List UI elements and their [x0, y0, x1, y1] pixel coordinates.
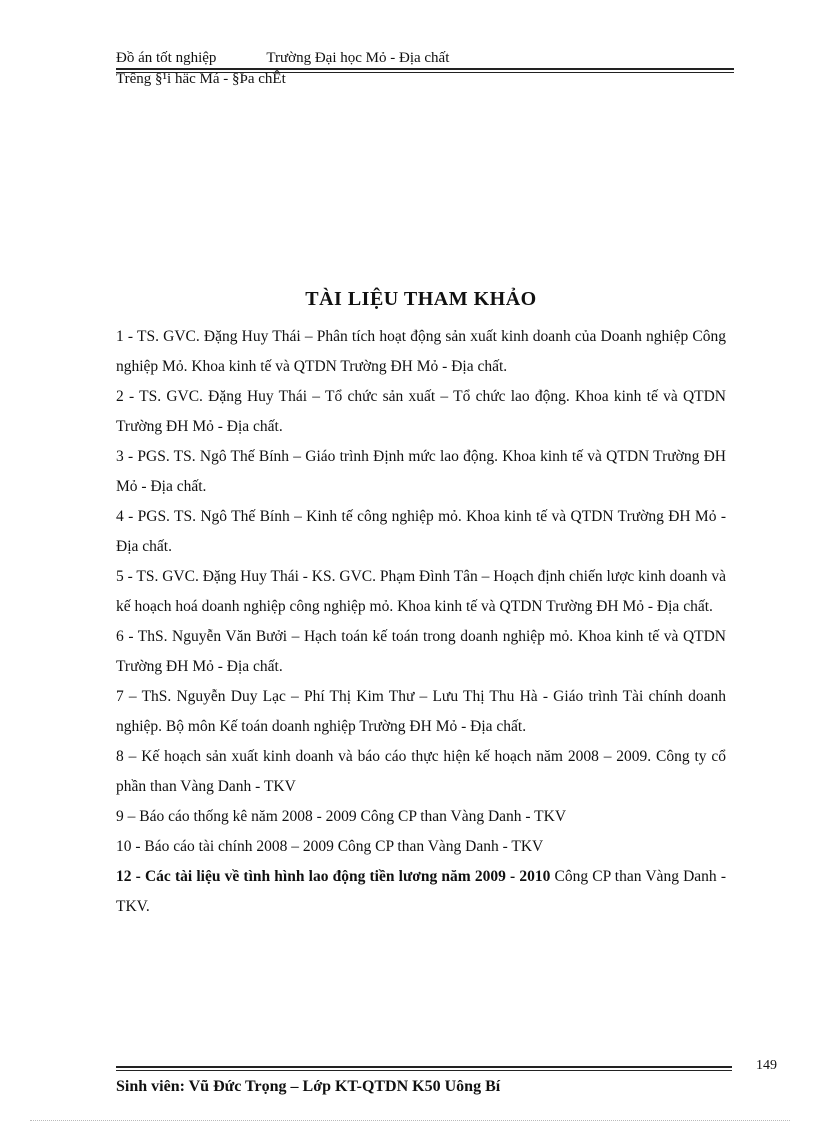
reference-item: 9 – Báo cáo thống kê năm 2008 - 2009 Công CP than Vàng Danh - TKV	[116, 808, 567, 825]
header-thesis: Đồ án tốt nghiệp	[116, 50, 217, 66]
header-school: Trường Đại học Mỏ - Địa chất	[266, 50, 450, 66]
reference-item: 3 - PGS. TS. Ngô Thế Bính – Giáo trình Định mức lao động. Khoa kinh tế và QTDN Trường ĐH Mỏ - Địa chất.	[116, 448, 726, 495]
footer-rule-thick	[116, 1066, 732, 1068]
footer-student: Sinh viên: Vũ Đức Trọng – Lớp KT-QTDN K50 Uông Bí	[116, 1078, 501, 1095]
reference-bold-part: 12 - Các tài liệu về tình hình lao động tiền lương năm 2009 - 2010	[116, 868, 551, 885]
reference-item: 7 – ThS. Nguyễn Duy Lạc – Phí Thị Kim Thư – Lưu Thị Thu Hà - Giáo trình Tài chính doanh nghiệp. Bộ môn Kế toán doanh nghiệp Trường ĐH Mỏ - Địa chất.	[116, 688, 726, 735]
reference-item: 6 - ThS. Nguyễn Văn Bưởi – Hạch toán kế toán trong doanh nghiệp mỏ. Khoa kinh tế và QTDN Trường ĐH Mỏ - Địa chất.	[116, 628, 726, 675]
page-bottom-dotted-line	[30, 1120, 790, 1121]
reference-item: 10 - Báo cáo tài chính 2008 – 2009 Công CP than Vàng Danh - TKV	[116, 838, 544, 855]
running-header	[116, 50, 449, 67]
reference-item: 1 - TS. GVC. Đặng Huy Thái – Phân tích hoạt động sản xuất kinh doanh của Doanh nghiệp Công nghiệp Mỏ. Khoa kinh tế và QTDN Trường ĐH Mỏ - Địa chất.	[116, 328, 726, 375]
reference-item: 8 – Kế hoạch sản xuất kinh doanh và báo cáo thực hiện kế hoạch năm 2008 – 2009. Công ty cổ phần than Vàng Danh - TKV	[116, 748, 726, 795]
header-rule-thick	[116, 68, 734, 70]
page-number: 149	[756, 1058, 777, 1073]
header-garbled-text: Trêng §¹i häc Má - §Þa chÊt	[116, 71, 286, 87]
reference-list	[116, 322, 726, 922]
page-title: TÀI LIỆU THAM KHẢO	[305, 288, 537, 310]
reference-item-last	[116, 862, 726, 922]
footer-rule-thin	[116, 1070, 732, 1071]
reference-rest: Công CP than Vàng Danh - TKV.	[116, 868, 727, 915]
reference-item: 2 - TS. GVC. Đặng Huy Thái – Tổ chức sản xuất – Tổ chức lao động. Khoa kinh tế và QTDN Trường ĐH Mỏ - Địa chất.	[116, 388, 726, 435]
reference-item: 4 - PGS. TS. Ngô Thế Bính – Kinh tế công nghiệp mỏ. Khoa kinh tế và QTDN Trường ĐH Mỏ - Địa chất.	[116, 508, 726, 555]
reference-item: 5 - TS. GVC. Đặng Huy Thái - KS. GVC. Phạm Đình Tân – Hoạch định chiến lược kinh doanh và kế hoạch hoá doanh nghiệp công nghiệp mỏ. Khoa kinh tế và QTDN Trường ĐH Mỏ - Địa chất.	[116, 568, 726, 615]
